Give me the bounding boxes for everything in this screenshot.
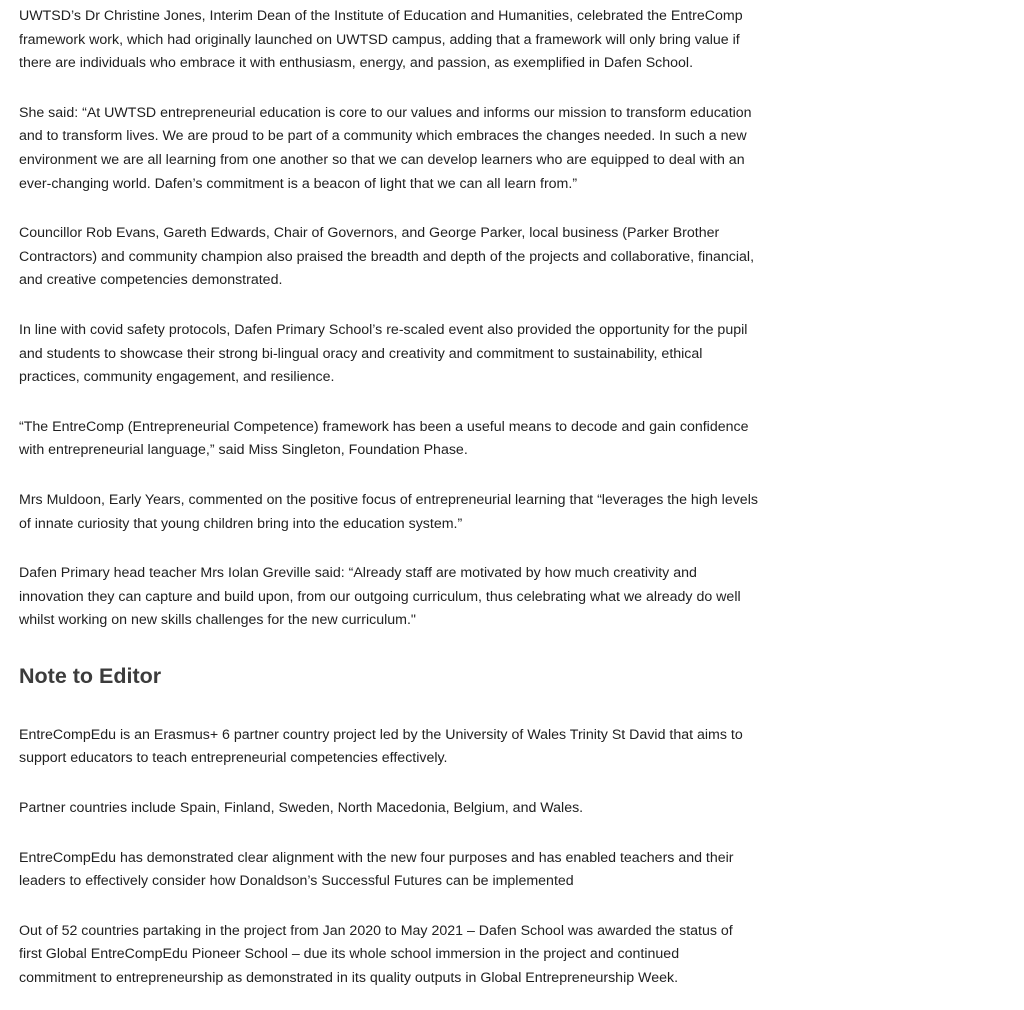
paragraph-uwtsd-quote: She said: “At UWTSD entrepreneurial education is core to our values and informs our mission to transform education and to transform lives. We are proud to be part of a community which embraces the changes needed. In such a new environment we are all learning from one another so that we can develop learners who are equipped to deal with an ever-changing world. Dafen’s commitment is a beacon of light that we can all learn from.” [19, 104, 752, 192]
note-to-editor-heading: Note to Editor [19, 663, 162, 688]
paragraph-entrecompedu-intro: EntreCompEdu is an Erasmus+ 6 partner country project led by the University of Wales Trinity St David that aims to support educators to teach entrepreneurial competencies effectively. [19, 726, 743, 767]
paragraph-miss-singleton: “The EntreComp (Entrepreneurial Competence) framework has been a useful means to decode and gain confidence with entrepreneurial language,” said Miss Singleton, Foundation Phase. [19, 418, 749, 459]
paragraph-councillors: Councillor Rob Evans, Gareth Edwards, Chair of Governors, and George Parker, local business (Parker Brother Contractors) and community champion also praised the breadth and depth of the projects and collaborative, financial, and creative competencies demonstrated. [19, 225, 755, 289]
article-body [19, 5, 759, 991]
paragraph-partner-countries: Partner countries include Spain, Finland, Sweden, North Macedonia, Belgium, and Wales. [19, 800, 584, 817]
paragraph-dean-jones: UWTSD’s Dr Christine Jones, Interim Dean of the Institute of Education and Humanities, celebrated the EntreComp framework work, which had originally launched on UWTSD campus, adding that a framework will only bring value if there are individuals who embrace it with enthusiasm, energy, and passion, as exemplified in Dafen School. [19, 8, 743, 72]
paragraph-covid-event: In line with covid safety protocols, Dafen Primary School’s re-scaled event also provided the opportunity for the pupil and students to showcase their strong bi-lingual oracy and creativity and commitment to sustainability, ethical practices, community engagement, and resilience. [19, 321, 748, 386]
paragraph-head-teacher: Dafen Primary head teacher Mrs Iolan Greville said: “Already staff are motivated by how much creativity and innovation they can capture and build upon, from our outgoing curriculum, thus celebrating what we already do well whilst working on new skills challenges for the new curriculum." [19, 565, 741, 629]
paragraph-pioneer-school: Out of 52 countries partaking in the project from Jan 2020 to May 2021 – Dafen School was awarded the status of first Global EntreCompEdu Pioneer School – due its whole school immersion in the project and continued commitment to entrepreneurship as demonstrated in its quality outputs in Global Entrepreneurship Week. [19, 922, 733, 987]
paragraph-mrs-muldoon: Mrs Muldoon, Early Years, commented on the positive focus of entrepreneurial learning that “leverages the high levels of innate curiosity that young children bring into the education system.” [19, 491, 758, 532]
paragraph-alignment: EntreCompEdu has demonstrated clear alignment with the new four purposes and has enabled teachers and their leaders to effectively consider how Donaldson’s Successful Futures can be implemented [19, 849, 734, 890]
